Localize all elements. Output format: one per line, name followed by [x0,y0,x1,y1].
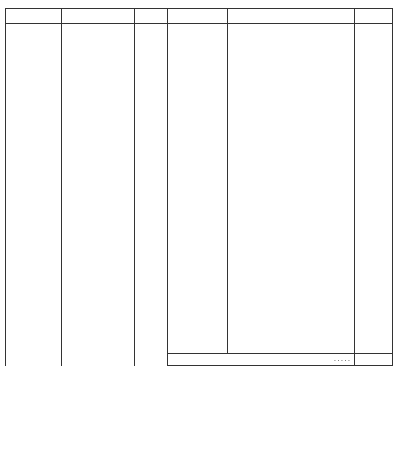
left-militia-cell [135,24,168,366]
counties-header [228,9,355,24]
right-militia-list [355,24,392,26]
militia-header [355,9,393,24]
table-header-row [6,9,393,24]
total-value [355,354,393,366]
right-counties-cell [228,24,355,354]
right-situation-cell [168,24,228,354]
right-group-stack [184,24,227,342]
right-militia-cell [355,24,393,354]
militia-table [5,8,393,366]
situation-header [168,9,228,24]
situation-header [6,9,62,24]
left-counties-cell [62,24,135,366]
right-county-list [228,24,354,26]
table-body-row [6,24,393,354]
total-label: . . . . . [168,354,355,366]
left-militia-list [135,24,167,26]
left-situation-cell [6,24,62,366]
militia-header [135,9,168,24]
left-county-list [62,24,134,26]
counties-header [62,9,135,24]
